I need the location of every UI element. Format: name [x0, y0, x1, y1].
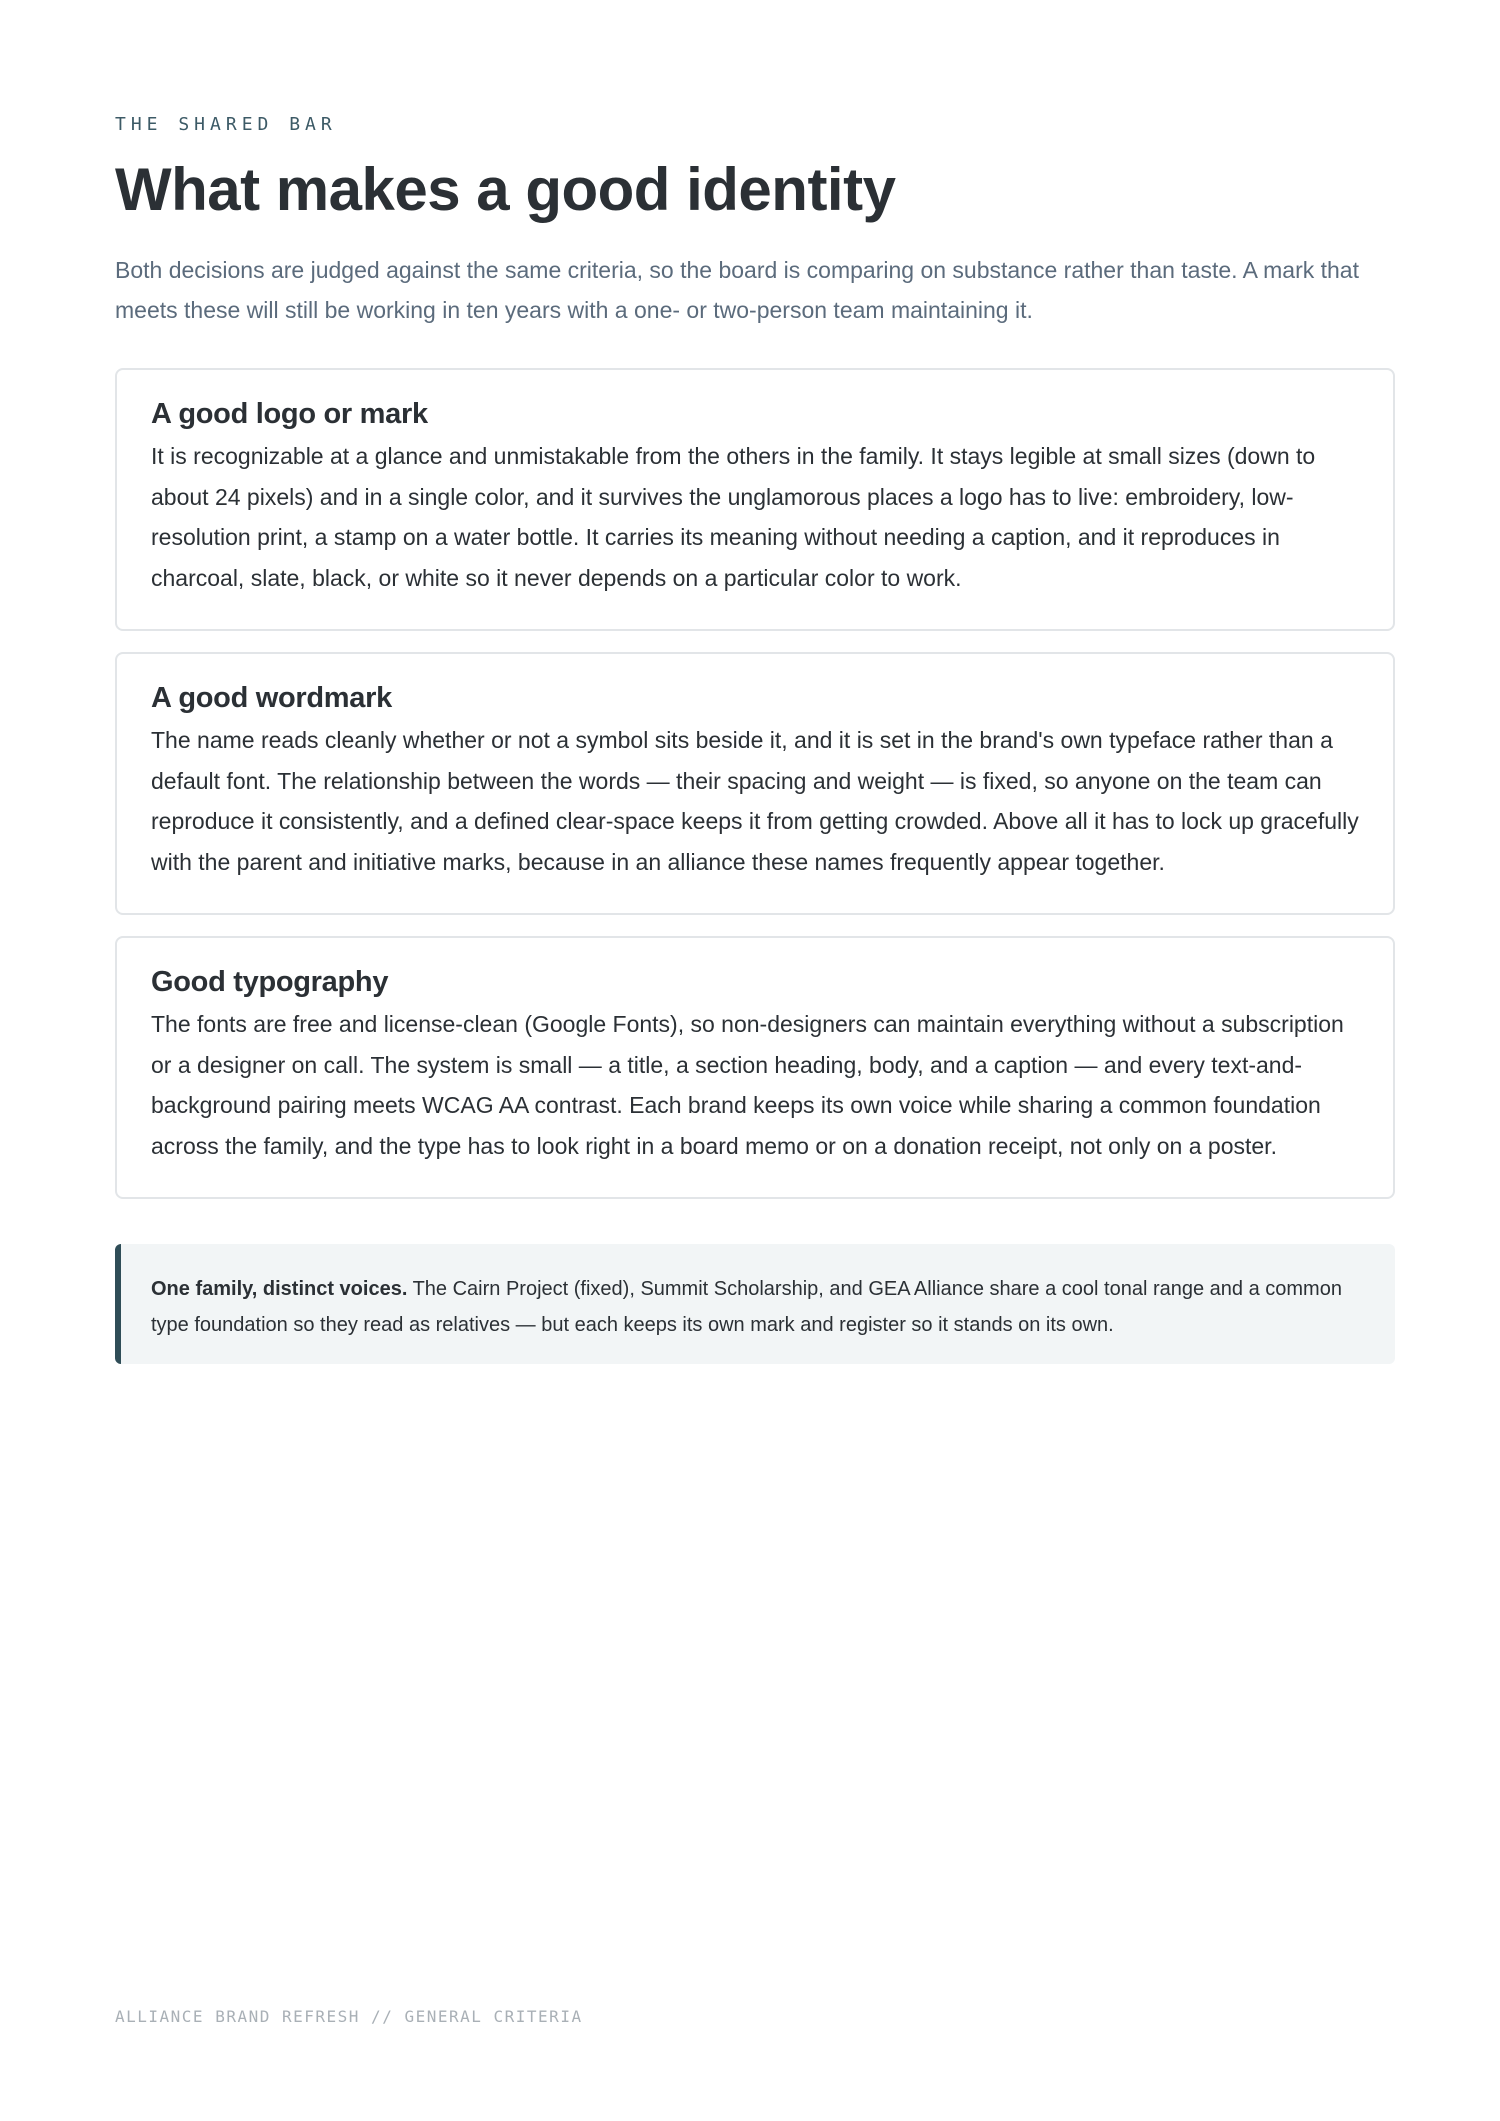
callout-note — [115, 1244, 1395, 1364]
criteria-heading: A good wordmark — [151, 682, 392, 714]
callout-lead: One family, distinct voices. — [151, 1278, 408, 1300]
page-title: What makes a good identity — [115, 156, 896, 223]
criteria-body: The name reads cleanly whether or not a symbol sits beside it, and it is set in the brand's own typeface rather than a default font. The relationship between the words — their spacing and weight — is fixed, so anyone on the team can reproduce it consistently, and a defined clear-space keeps it from getting crowded. Above all it has to lock up gracefully with the parent and initiative marks, because in an alliance these names frequently appear together. — [151, 727, 1359, 875]
callout-body: The Cairn Project (fixed), Summit Scholarship, and GEA Alliance share a cool tonal range and a common type foundation so they read as relatives — but each keeps its own mark and register so it stands on its own. — [151, 1278, 1342, 1336]
intro-paragraph: Both decisions are judged against the same criteria, so the board is comparing on substance rather than taste. A mark that meets these will still be working in ten years with a one- or two-person team maintaining it. — [115, 257, 1359, 323]
criteria-card-logo — [115, 368, 1395, 631]
criteria-card-wordmark — [115, 652, 1395, 915]
criteria-body: The fonts are free and license-clean (Google Fonts), so non-designers can maintain everything without a subscription or a designer on call. The system is small — a title, a section heading, body, and a caption — and every text-and-background pairing meets WCAG AA contrast. Each brand keeps its own voice while sharing a common foundation across the family, and the type has to look right in a board memo or on a donation receipt, not only on a poster. — [151, 1011, 1344, 1159]
criteria-heading: Good typography — [151, 966, 389, 998]
criteria-body: It is recognizable at a glance and unmistakable from the others in the family. It stays legible at small sizes (down to about 24 pixels) and in a single color, and it survives the unglamorous places a logo has to live: embroidery, low-resolution print, a stamp on a water bottle. It carries its meaning without needing a caption, and it reproduces in charcoal, slate, black, or white so it never depends on a particular color to work. — [151, 443, 1316, 591]
page-footer: ALLIANCE BRAND REFRESH // GENERAL CRITERIA — [115, 2007, 583, 2026]
criteria-card-typography — [115, 936, 1395, 1199]
section-eyebrow: THE SHARED BAR — [115, 114, 337, 135]
criteria-heading: A good logo or mark — [151, 398, 428, 430]
